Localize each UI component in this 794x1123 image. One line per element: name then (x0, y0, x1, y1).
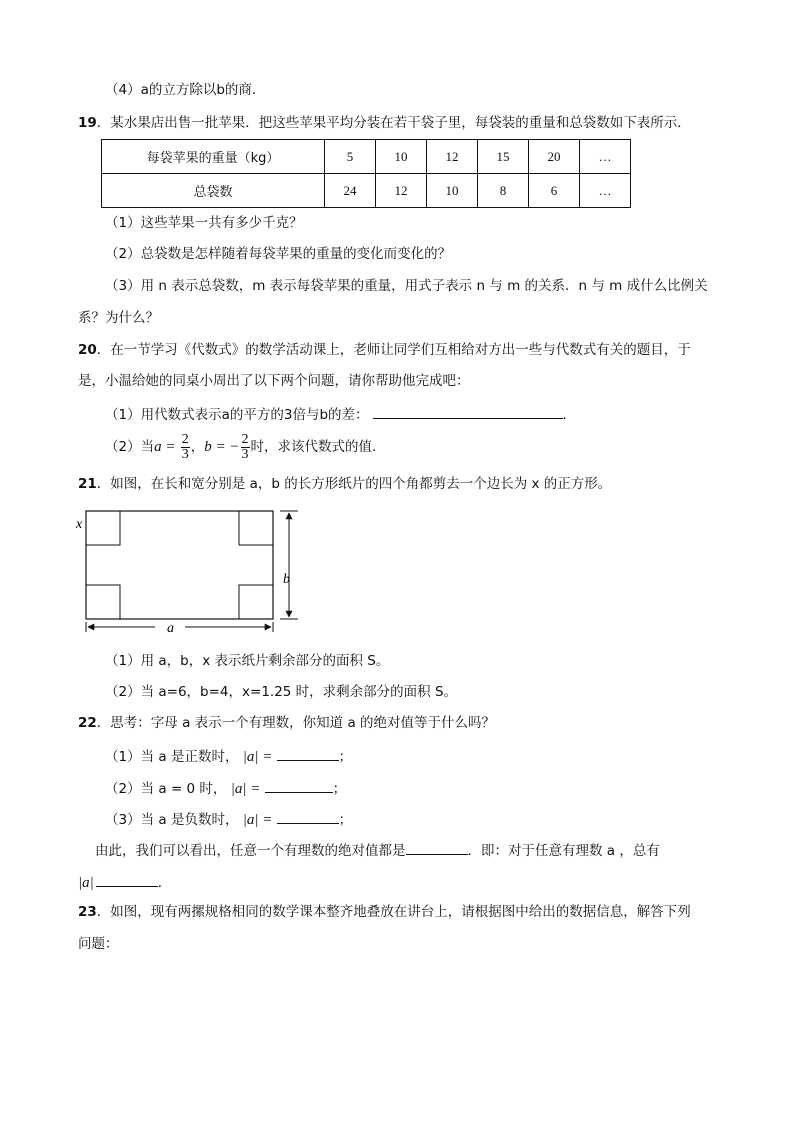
q22-conclusion-text: 由此，我们可以看出，任意一个有理数的绝对值都是 (95, 843, 406, 859)
table-row-label: 每袋苹果的重量（kg） (102, 140, 325, 174)
corner-square (239, 511, 273, 545)
table-cell: 6 (529, 174, 580, 208)
label-b: b (283, 572, 290, 587)
q19-sub3: （3）用 n 表示总袋数，m 表示每袋苹果的重量，用式子表示 n 与 m 的关系．n 与 m 成什么比例关 (105, 278, 708, 294)
corner-square (86, 585, 120, 619)
q20-stem-cont: 是，小温给她的同桌小周出了以下两个问题，请你帮助他完成吧： (78, 373, 470, 389)
q22-sub1-text: （1）当 a 是正数时， (105, 749, 239, 765)
q22-conclusion-cont (78, 871, 171, 893)
q20-sub2 (105, 430, 386, 464)
label-x: x (76, 517, 83, 532)
abs-a: |a| (78, 875, 94, 891)
rectangle-figure (70, 504, 310, 634)
q23-stem-text: ．如图，现有两摞规格相同的数学课本整齐地叠放在讲台上，请根据图中给出的数据信息，解答下列 (96, 904, 691, 920)
q19-stem (78, 113, 691, 133)
q23-number: 23 (78, 904, 97, 920)
q20-stem (78, 340, 691, 360)
q20-sub1 (105, 403, 576, 425)
separator: ， (190, 439, 205, 455)
q20-stem-text: ．在一节学习《代数式》的数学活动课上，老师让同学们互相给对方出一些与代数式有关的题目，于 (96, 342, 691, 358)
abs-a-equals: |a| = (242, 749, 273, 765)
b-equals: b = − (204, 439, 240, 455)
q22-conclusion (95, 839, 660, 861)
q19-sub3-cont: 系？为什么？ (78, 310, 159, 326)
q19-table (101, 139, 631, 208)
q22-sub3 (105, 808, 352, 830)
a-equals: a = (154, 439, 176, 455)
fraction-numerator: 2 (241, 431, 249, 447)
table-cell: 10 (376, 140, 427, 174)
paper-rectangle (86, 511, 273, 619)
q22-stem (78, 713, 495, 733)
q22-sub1 (105, 745, 352, 767)
abs-a-equals: |a| = (230, 781, 261, 797)
abs-a-equals: |a| = (242, 812, 273, 828)
q21-sub2: （2）当 a=6，b=4，x=1.25 时，求剩余部分的面积 S。 (105, 684, 458, 700)
q20-sub1-end: ． (562, 407, 577, 423)
q22-sub2 (105, 777, 346, 799)
q22-number: 22 (78, 715, 97, 731)
q21-number: 21 (78, 476, 97, 492)
fraction-b (241, 433, 250, 462)
table-cell: 12 (427, 140, 478, 174)
answer-blank[interactable] (406, 839, 468, 855)
q19-number: 19 (78, 115, 97, 131)
answer-blank[interactable] (265, 777, 333, 793)
q21-stem-text: ．如图，在长和宽分别是 a，b 的长方形纸片的四个角都剪去一个边长为 x 的正方形。 (96, 476, 612, 492)
fraction-a (181, 433, 190, 462)
table-cell: 20 (529, 140, 580, 174)
q23-stem-cont: 问题： (78, 936, 119, 952)
fraction-denominator: 3 (241, 446, 249, 462)
q20-sub1-text: （1）用代数式表示a的平方的3倍与b的差： (105, 407, 369, 423)
q21-sub1: （1）用 a，b，x 表示纸片剩余部分的面积 S。 (105, 653, 390, 669)
semicolon: ； (338, 812, 353, 828)
semicolon: ； (338, 749, 353, 765)
label-a: a (167, 621, 174, 634)
table-cell: … (580, 140, 631, 174)
q22-conclusion-mid: ．即：对于任意有理数 a ，总有 (467, 843, 660, 859)
q20-sub2-post: 时，求该代数式的值． (250, 439, 386, 455)
answer-blank[interactable] (277, 745, 339, 761)
answer-blank[interactable] (277, 808, 339, 824)
q21-stem (78, 474, 611, 494)
q19-sub1: （1）这些苹果一共有多少千克？ (105, 215, 303, 231)
q22-end: ． (157, 875, 172, 891)
table-row (102, 174, 631, 208)
q22-sub2-text: （2）当 a = 0 时， (105, 781, 227, 797)
q19-stem-text: ．某水果店出售一批苹果．把这些苹果平均分装在若干袋子里，每袋装的重量和总袋数如下表所示． (96, 115, 691, 131)
corner-square (86, 511, 120, 545)
q18-sub4: （4）a的立方除以b的商． (105, 82, 266, 98)
table-cell: 10 (427, 174, 478, 208)
fraction-denominator: 3 (181, 446, 189, 462)
q20-number: 20 (78, 342, 97, 358)
q20-sub2-pre: （2）当 (105, 439, 155, 455)
q22-sub3-text: （3）当 a 是负数时， (105, 812, 239, 828)
table-cell: 8 (478, 174, 529, 208)
fraction-numerator: 2 (181, 431, 189, 447)
table-cell: … (580, 174, 631, 208)
answer-blank[interactable] (373, 403, 563, 419)
table-cell: 15 (478, 140, 529, 174)
answer-blank[interactable] (96, 871, 158, 887)
table-cell: 12 (376, 174, 427, 208)
q22-stem-text: ．思考：字母 a 表示一个有理数，你知道 a 的绝对值等于什么吗？ (96, 715, 496, 731)
table-row (102, 140, 631, 174)
corner-square (239, 585, 273, 619)
q23-stem (78, 902, 691, 922)
table-cell: 5 (325, 140, 376, 174)
table-cell: 24 (325, 174, 376, 208)
table-row-label: 总袋数 (102, 174, 325, 208)
semicolon: ； (332, 781, 347, 797)
q19-sub2: （2）总袋数是怎样随着每袋苹果的重量的变化而变化的？ (105, 246, 452, 262)
